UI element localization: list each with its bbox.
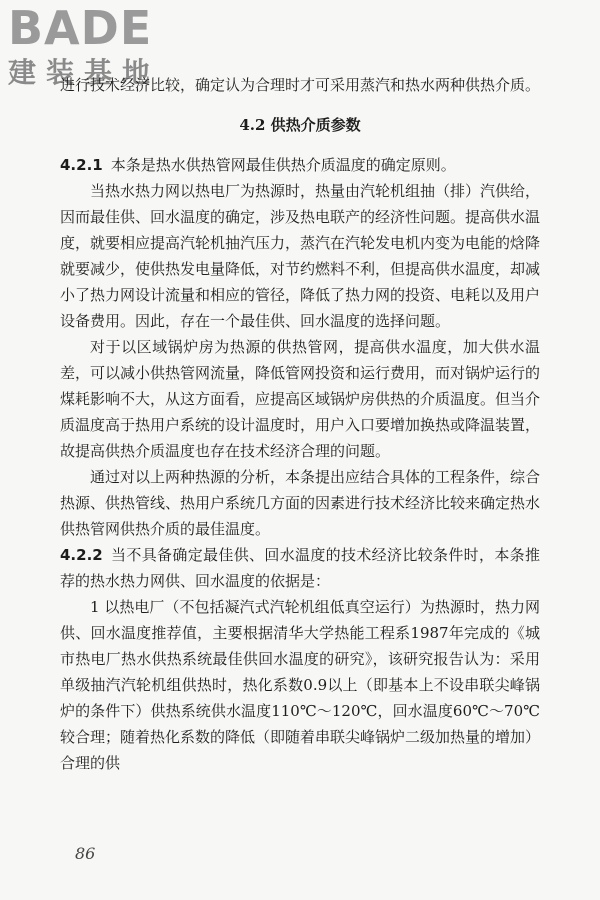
logo-brand: BADE	[8, 1, 153, 55]
paragraph: 通过对以上两种热源的分析，本条提出应结合具体的工程条件，综合热源、供热管线、热用户系统几方面的因素进行技术经济比较来确定热水供热管网供热介质的最佳温度。	[60, 468, 541, 538]
clause-4-2-1	[60, 152, 540, 178]
document-body	[60, 72, 540, 776]
logo-subtitle: 建装基地	[8, 56, 161, 89]
paragraph: 对于以区域锅炉房为热源的供热管网，提高供水温度，加大供水温差，可以减小供热管网流量，降低管网投资和运行费用，而对锅炉运行的煤耗影响不大，从这方面看，应提高区域锅炉房供热的介质温度。但当介质温度高于热用户系统的设计温度时，用户入口要增加换热或降温装置，故提高供热介质温度也存在技术经济合理的问题。	[60, 338, 541, 460]
clause-text: 本条是热水供热管网最佳供热介质温度的确定原则。	[110, 156, 456, 174]
paragraph: 当热水热力网以热电厂为热源时，热量由汽轮机组抽（排）汽供给，因而最佳供、回水温度的确定，涉及热电联产的经济性问题。提高供水温度，就要相应提高汽轮机抽汽压力，蒸汽在汽轮发电机内变为电能的焓降就要减少，使供热发电量降低，对节约燃料不利，但提高供水温度，却减小了热力网设计流量和相应的管径，降低了热力网的投资、电耗以及用户设备费用。因此，存在一个最佳供、回水温度的选择问题。	[60, 182, 541, 330]
paragraph: 1 以热电厂（不包括凝汽式汽轮机组低真空运行）为热源时，热力网供、回水温度推荐值，主要根据清华大学热能工程系1987年完成的《城市热电厂热水供热系统最佳供回水温度的研究》，该研究报告认为：采用单级抽汽汽轮机组供热时，热化系数0.9以上（即基本上不设串联尖峰锅炉的条件下）供热系统供水温度110℃～120℃，回水温度60℃～70℃较合理；随着热化系数的降低（即随着串联尖峰锅炉二级加热量的增加）合理的供	[60, 598, 541, 772]
section-heading: 4.2 供热介质参数	[239, 116, 361, 134]
page-number: 86	[75, 844, 96, 863]
clause-text: 当不具备确定最佳供、回水温度的技术经济比较条件时，本条推荐的热水热力网供、回水温度的依据是：	[60, 546, 540, 590]
clause-4-2-2	[60, 542, 540, 594]
clause-number: 4.2.2	[60, 546, 103, 564]
clause-number: 4.2.1	[60, 156, 103, 174]
paragraph-continuation: 进行技术经济比较，确定认为合理时才可采用蒸汽和热水两种供热介质。	[60, 76, 541, 94]
